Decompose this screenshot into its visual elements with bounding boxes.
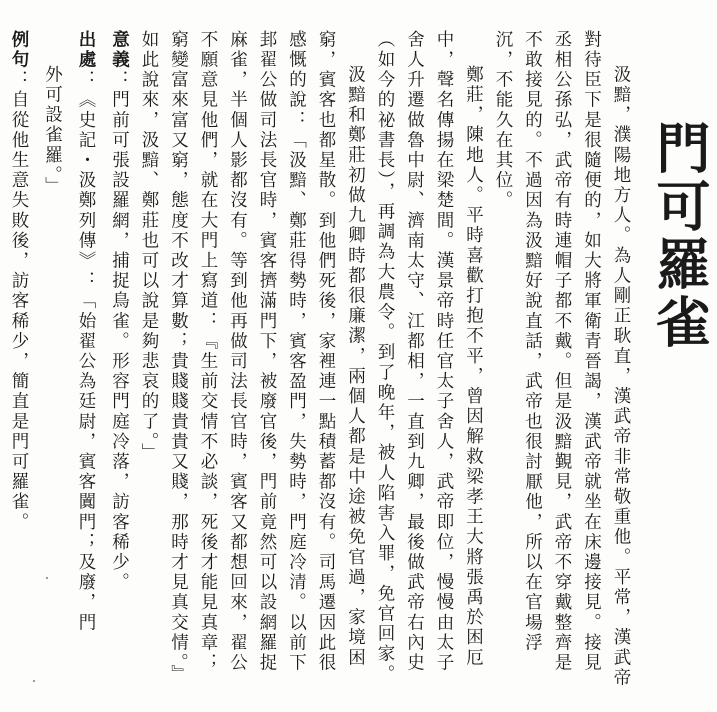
- example-label: 例句: [9, 30, 29, 71]
- meaning-label: 意義: [109, 30, 130, 71]
- paragraph-ji-an: 汲黯，濮陽地方人。為人剛正耿直，漢武帝非常敬重他。平常，漢武帝對待臣下是很隨便的，如大將軍衛青晉謁，漢武帝就坐在床邊接見。接見丞相公孫弘，武帝有時連帽子都不戴。但是汲黯覲見，武帝不穿戴整齊是不敢接見的。不過因為汲黯好說直話，武帝也很討厭他，所以在官場浮沉，不能久在其位。: [493, 30, 631, 689]
- meaning-section: [104, 30, 134, 690]
- example-section: [4, 30, 34, 690]
- source-label: 出處: [76, 30, 96, 71]
- paragraph-zheng-zhuang: 鄭莊，陳地人。平時喜歡打抱不平，曾因解救梁孝王大將張禹於困厄中，聲名傳揚在梁楚間。漢景帝時任官太子舍人，武帝即位，慢慢由太子舍人升遷做魯中尉、濟南太守、江都相，一直到九卿，最後做武帝右內史（如今的祕書長），再調為大農令。到了晚年，被人陷害入罪，免官回家。: [375, 30, 484, 685]
- entry-title: 門可羅雀: [648, 120, 712, 352]
- example-text: ：自從他生意失敗後，訪客稀少，簡直是門可羅雀。: [9, 70, 29, 533]
- source-text-continued: 外可設雀羅。」: [42, 65, 63, 197]
- scan-speck: [33, 680, 35, 682]
- paragraph-sima-qian: 汲黯和鄭莊初做九卿時都很廉潔，兩個人都是中途被免官過，家境困窮，賓客也都星散。到他們死後，家裡連一點積蓄都沒有。司馬遷因此很感慨的說：「汲黯、鄭莊得勢時，賓客盈門，失勢時，門庭冷清。以前下邽翟公做司法長官時，賓客擠滿門下，被廢官後，門前竟然可以設網羅捉麻雀，半個人影都沒有。等到他再做司法長官時，賓客又都想回來，翟公不願意見他們，就在大門上寫道：『生前交情不必談，死後才能見真章；窮變富來富又窮，態度不改才算數；貴賤賤貴貴又賤，那時才見真交情。』如此說來，汲黯、鄭莊也可以說是夠悲哀的了。」: [139, 30, 366, 685]
- scan-speck: [46, 577, 48, 579]
- source-continuation: [37, 30, 67, 690]
- source-section: [71, 30, 101, 690]
- meaning-text: ：門前可張設羅網，捕捉鳥雀。形容門庭冷落，訪客稀少。: [109, 70, 130, 593]
- entry-body: [9, 30, 635, 690]
- source-text: ：《史記・汲鄭列傳》：「始翟公為廷尉，賓客闐門；及廢，門: [76, 70, 96, 634]
